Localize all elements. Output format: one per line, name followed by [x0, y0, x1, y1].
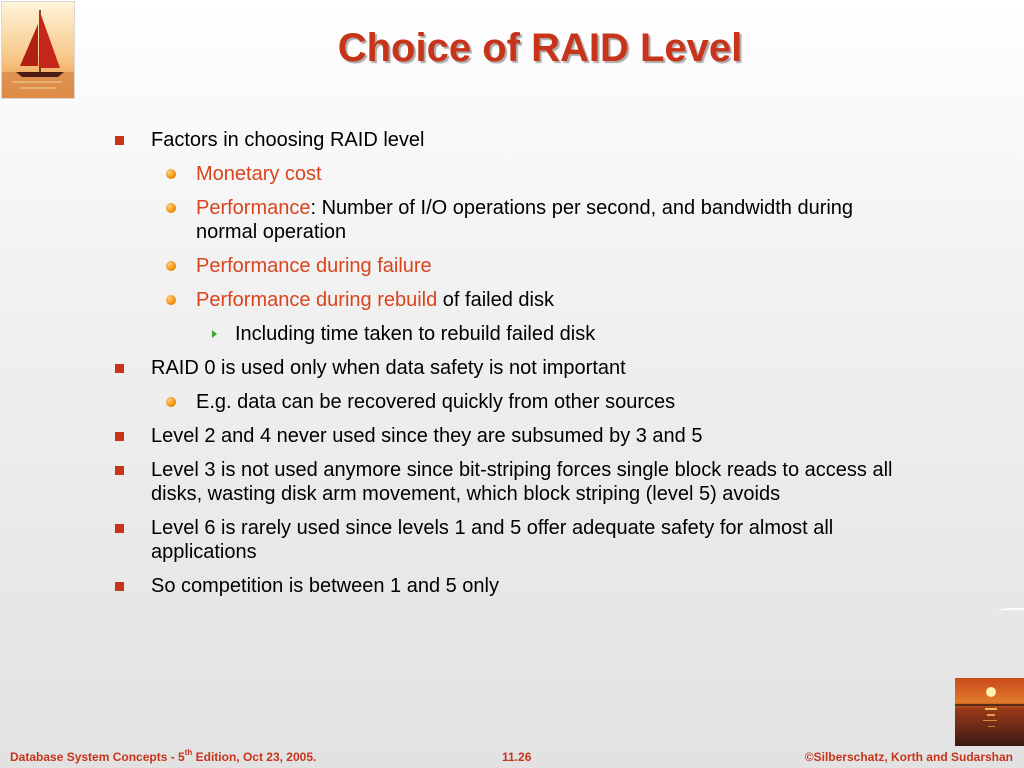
- footer-book-info: [10, 750, 316, 764]
- sailboat-image: [1, 1, 75, 99]
- bullet-text: Including time taken to rebuild failed disk: [235, 323, 596, 345]
- bullet-item: [0, 288, 906, 312]
- footer-copyright: ©Silberschatz, Korth and Sudarshan: [804, 750, 1013, 764]
- footer-book-title: Database System Concepts - 5: [10, 750, 185, 764]
- square-bullet-icon: [115, 364, 124, 373]
- bullet-text-highlight: Performance: [196, 197, 311, 219]
- slide-title: Choice of RAID Level: [337, 26, 743, 70]
- circle-bullet-icon: [166, 203, 176, 213]
- bullet-item: [0, 390, 906, 414]
- bullet-list: [0, 128, 1024, 608]
- bullet-item: [0, 196, 906, 244]
- footer-page-number: 11.26: [502, 750, 532, 764]
- bullet-item: [0, 424, 906, 448]
- square-bullet-icon: [115, 582, 124, 591]
- bullet-text-highlight: Monetary cost: [196, 163, 322, 185]
- square-bullet-icon: [115, 466, 124, 475]
- slide-footer: [0, 747, 1024, 768]
- circle-bullet-icon: [166, 397, 176, 407]
- bullet-text: : Number of I/O operations per second, and bandwidth during normal operation: [196, 197, 854, 243]
- bullet-item: [0, 322, 895, 346]
- sunset-image: [955, 678, 1024, 746]
- square-bullet-icon: [115, 136, 124, 145]
- bullet-text: So competition is between 1 and 5 only: [151, 575, 499, 597]
- bullet-text-highlight: Performance during failure: [196, 255, 432, 277]
- bullet-text: Factors in choosing RAID level: [151, 129, 425, 151]
- circle-bullet-icon: [166, 169, 176, 179]
- bullet-item: [0, 128, 906, 152]
- bullet-text: of failed disk: [437, 289, 554, 311]
- footer-edition-date: Edition, Oct 23, 2005.: [192, 750, 317, 764]
- bullet-item: [0, 162, 906, 186]
- bullet-item: [0, 458, 906, 506]
- square-bullet-icon: [115, 524, 124, 533]
- bullet-item: [0, 254, 906, 278]
- bullet-item: [0, 516, 906, 564]
- square-bullet-icon: [115, 432, 124, 441]
- bullet-text: Level 2 and 4 never used since they are subsumed by 3 and 5: [151, 425, 703, 447]
- bullet-item: [0, 574, 906, 598]
- circle-bullet-icon: [166, 261, 176, 271]
- bullet-text: Level 3 is not used anymore since bit-striping forces single block reads to access all disks, wasting disk arm movement, which block striping (level 5) avoids: [151, 459, 893, 505]
- bullet-text: RAID 0 is used only when data safety is not important: [151, 357, 626, 379]
- circle-bullet-icon: [166, 295, 176, 305]
- arrow-bullet-icon: [212, 330, 217, 338]
- bullet-item: [0, 356, 906, 380]
- bullet-text-highlight: Performance during rebuild: [196, 289, 438, 311]
- footer-edition-sup: th: [184, 748, 193, 757]
- bullet-text: Level 6 is rarely used since levels 1 and 5 offer adequate safety for almost all applications: [151, 517, 834, 563]
- bullet-text: E.g. data can be recovered quickly from other sources: [196, 391, 676, 413]
- decorative-swoosh: [998, 608, 1024, 614]
